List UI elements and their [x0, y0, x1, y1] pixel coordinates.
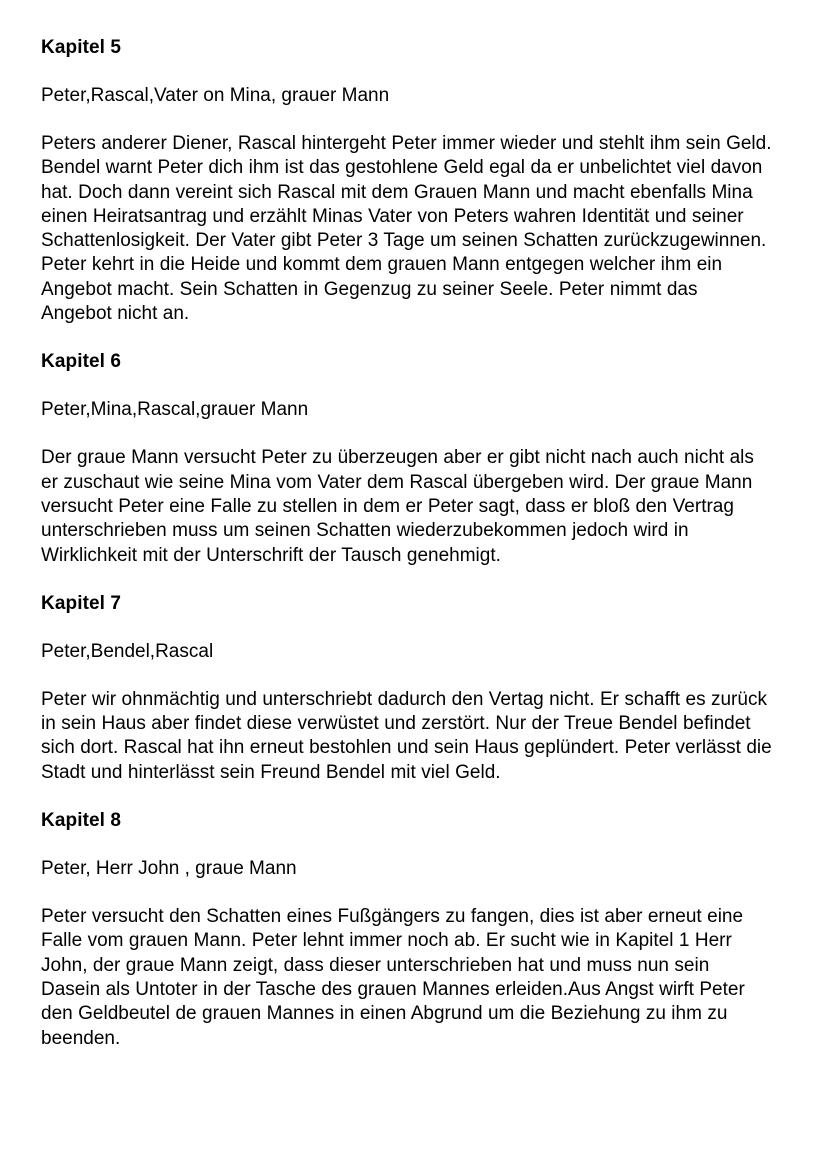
document-body — [41, 36, 772, 1051]
chapter-heading: Kapitel 7 — [41, 592, 122, 614]
chapter-section-kapitel-5 — [41, 36, 772, 326]
chapter-summary: Peter wir ohnmächtig und unterschriebt dadurch den Vertag nicht. Er schafft es zurück in sein Haus aber findet diese verwüstet und zerstört. Nur der Treue Bendel befindet sich dort. Rascal hat ihn erneut bestohlen und sein Haus geplündert. Peter verlässt die Stadt und hinterlässt sein Freund Bendel mit viel Geld. — [41, 688, 772, 783]
chapter-summary: Peters anderer Diener, Rascal hintergeht Peter immer wieder und stehlt ihm sein Geld. Bendel warnt Peter dich ihm ist das gestohlene Geld egal da er unbelichtet viel davon hat. Doch dann vereint sich Rascal mit dem Grauen Mann und macht ebenfalls Mina einen Heiratsantrag und erzählt Minas Vater von Peters wahren Identität und seiner Schattenlosigkeit. Der Vater gibt Peter 3 Tage um seinen Schatten zurückzugewinnen. Peter kehrt in die Heide und kommt dem grauen Mann entgegen welcher ihm ein Angebot macht. Sein Schatten in Gegenzug zu seiner Seele. Peter nimmt das Angebot nicht an. — [41, 133, 772, 325]
chapter-summary: Der graue Mann versucht Peter zu überzeugen aber er gibt nicht nach auch nicht als er zuschaut wie seine Mina vom Vater dem Rascal übergeben wird. Der graue Mann versucht Peter eine Falle zu stellen in dem er Peter sagt, dass er bloß den Vertrag unterschrieben muss um seinen Schatten wiederzubekommen jedoch wird in Wirklichkeit mit der Unterschrift der Tausch genehmigt. — [41, 447, 754, 566]
chapter-section-kapitel-6 — [41, 350, 772, 567]
chapter-section-kapitel-7 — [41, 592, 772, 785]
chapter-characters: Peter,Rascal,Vater on Mina, grauer Mann — [41, 85, 390, 106]
chapter-characters: Peter,Mina,Rascal,grauer Mann — [41, 399, 309, 421]
chapter-characters: Peter,Bendel,Rascal — [41, 640, 214, 662]
chapter-heading: Kapitel 8 — [41, 810, 122, 832]
chapter-section-kapitel-8 — [41, 809, 772, 1051]
chapter-heading: Kapitel 5 — [41, 37, 122, 58]
chapter-summary: Peter versucht den Schatten eines Fußgängers zu fangen, dies ist aber erneut eine Falle vom grauen Mann. Peter lehnt immer noch ab. Er sucht wie in Kapitel 1 Herr John, der graue Mann zeigt, dass dieser unterschrieben hat und muss nun sein Dasein als Untoter in der Tasche des grauen Mannes erleiden.Aus Angst wirft Peter den Geldbeutel de grauen Mannes in einen Abgrund um die Beziehung zu ihm zu beenden. — [41, 906, 745, 1049]
chapter-heading: Kapitel 6 — [41, 351, 122, 373]
chapter-characters: Peter, Herr John , graue Mann — [41, 858, 297, 880]
